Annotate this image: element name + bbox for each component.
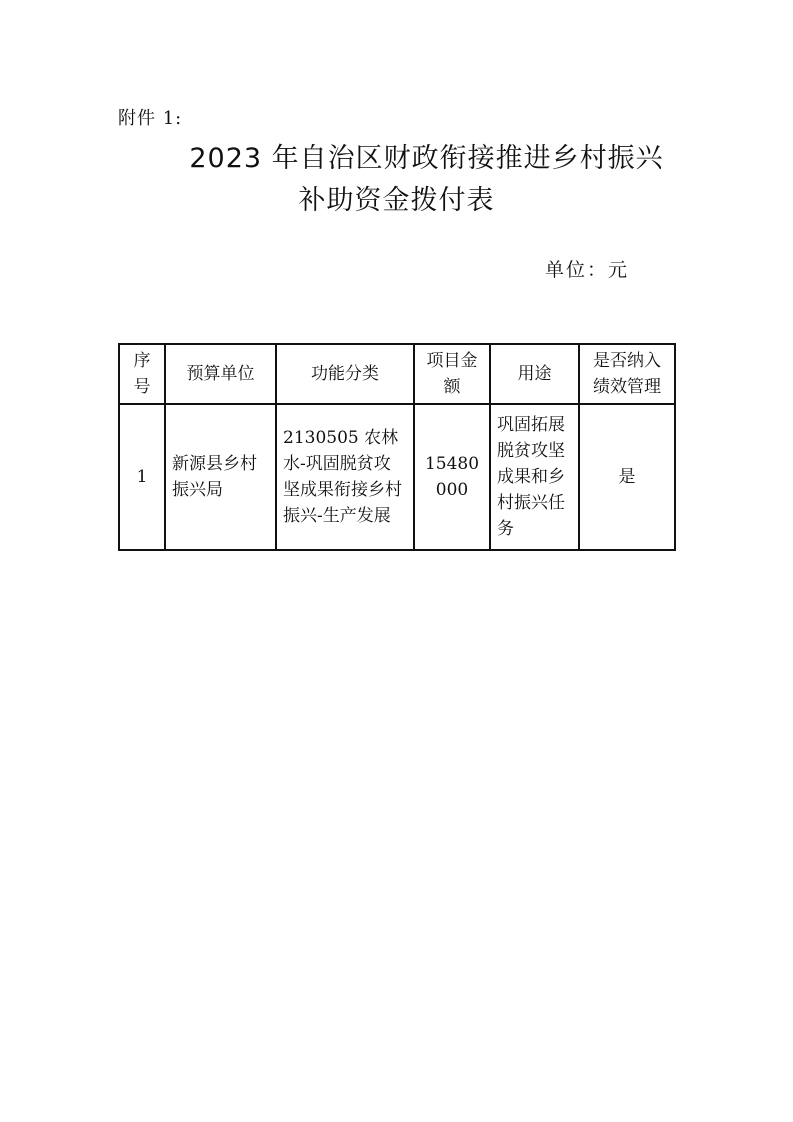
header-purpose: 用途 — [490, 344, 579, 404]
header-performance-management: 是否纳入绩效管理 — [579, 344, 675, 404]
cell-seq: 1 — [119, 404, 165, 550]
header-project-amount: 项目金额 — [414, 344, 490, 404]
table-header-row — [119, 344, 675, 404]
table-row — [119, 404, 675, 550]
cell-function-category: 2130505 农林水-巩固脱贫攻坚成果衔接乡村振兴-生产发展 — [276, 404, 414, 550]
attachment-label: 附件 1: — [118, 108, 183, 129]
document-title-line1: 2023 年自治区财政衔接推进乡村振兴 — [189, 143, 664, 174]
cell-budget-unit: 新源县乡村振兴局 — [165, 404, 276, 550]
header-function-category: 功能分类 — [276, 344, 414, 404]
document-title-line2: 补助资金拨付表 — [298, 185, 495, 216]
cell-performance-management: 是 — [579, 404, 675, 550]
header-budget-unit: 预算单位 — [165, 344, 276, 404]
header-seq: 序号 — [119, 344, 165, 404]
fund-allocation-table — [118, 343, 676, 551]
unit-label: 单位：元 — [545, 259, 630, 281]
cell-project-amount: 15480000 — [414, 404, 490, 550]
cell-purpose: 巩固拓展脱贫攻坚成果和乡村振兴任务 — [490, 404, 579, 550]
